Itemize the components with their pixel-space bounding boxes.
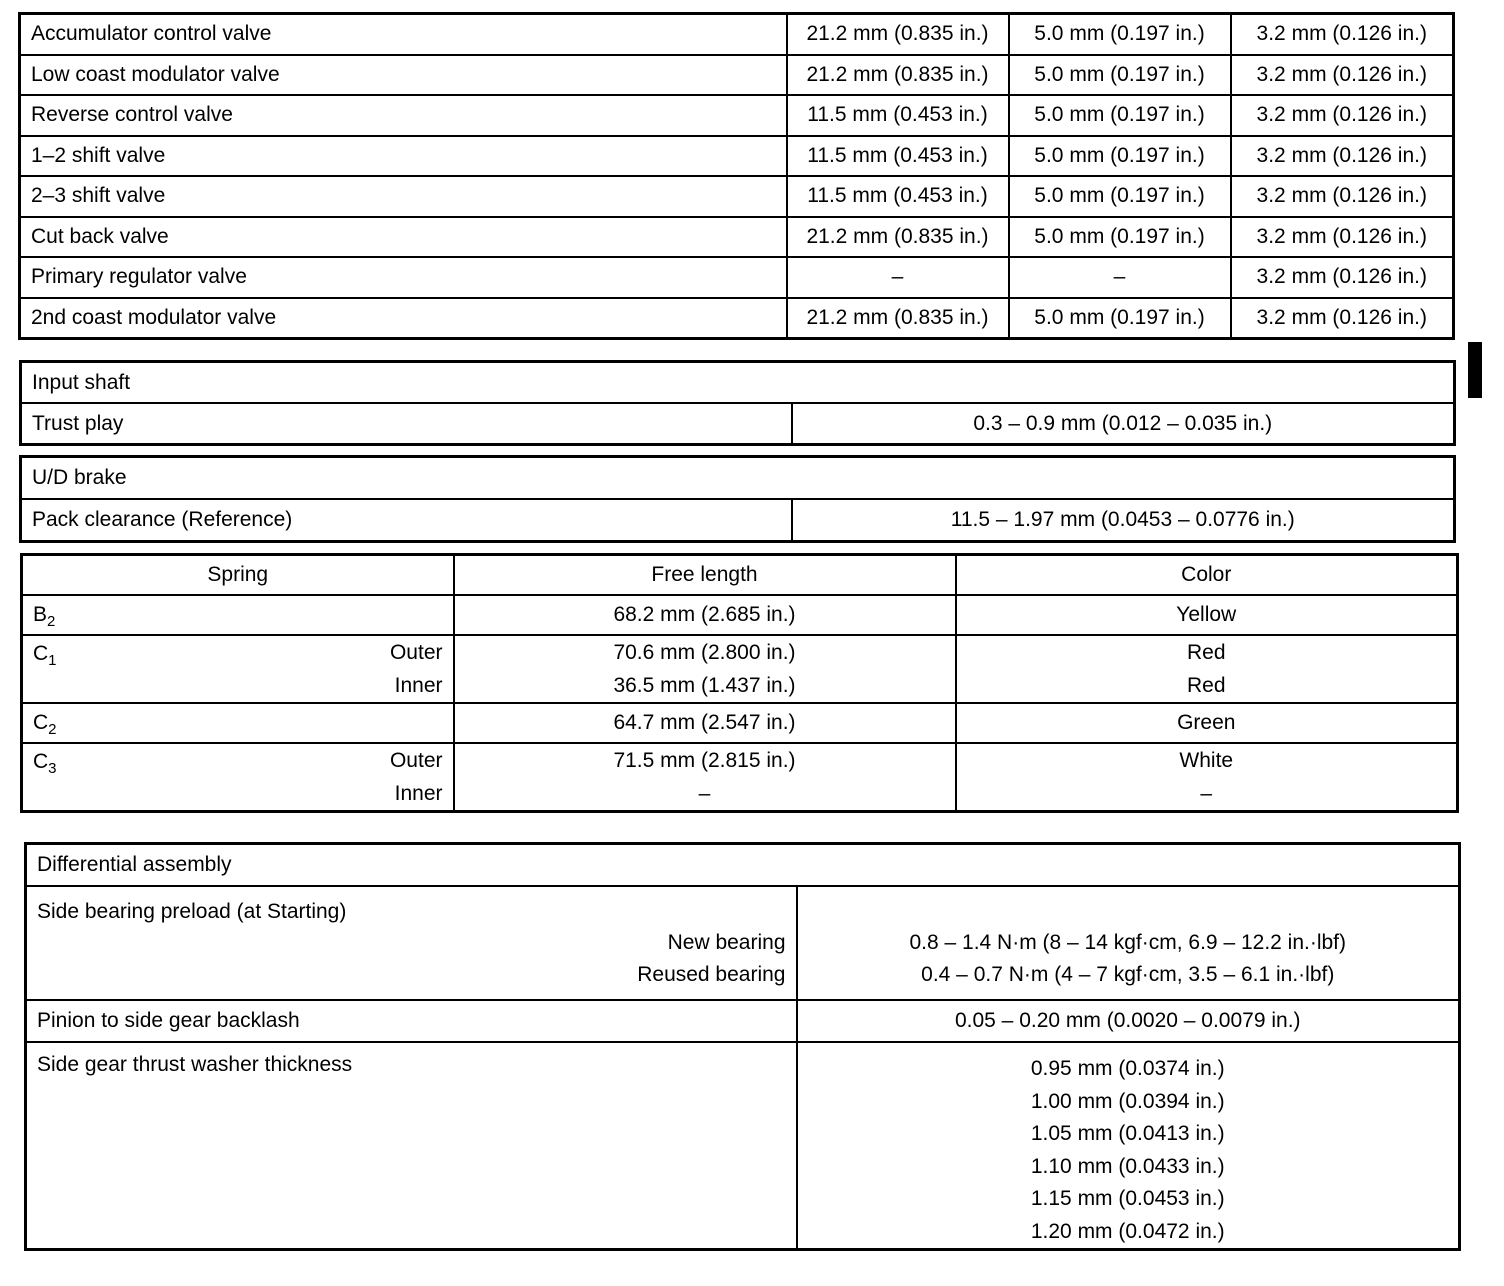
washer-value: 1.05 mm (0.0413 in.)	[1030, 1122, 1225, 1145]
spec-value: 11.5 – 1.97 mm (0.0453 – 0.0776 in.)	[792, 499, 1455, 542]
free-length	[454, 743, 956, 812]
valve-value: –	[787, 257, 1009, 298]
washer-value: 1.20 mm (0.0472 in.)	[1030, 1219, 1225, 1243]
spring-letter: C	[33, 711, 49, 734]
free-length	[454, 635, 956, 703]
spec-label: Trust play	[21, 403, 792, 445]
valve-value: 11.5 mm (0.453 in.)	[787, 95, 1009, 136]
valve-value: 3.2 mm (0.126 in.)	[1231, 176, 1454, 217]
valve-name: 2nd coast modulator valve	[20, 298, 787, 339]
table-row	[21, 362, 1455, 404]
spring-name	[22, 595, 454, 635]
differential-table	[24, 842, 1461, 1251]
table-row	[26, 886, 1460, 1000]
spec-value: 0.3 – 0.9 mm (0.012 – 0.035 in.)	[792, 403, 1455, 445]
table-row	[26, 1000, 1460, 1042]
spring-table	[20, 553, 1459, 813]
preload-label-cell	[26, 886, 797, 1000]
inner-label: Inner	[394, 674, 443, 697]
table-row	[26, 844, 1460, 887]
valve-value: 5.0 mm (0.197 in.)	[1009, 14, 1231, 55]
valve-value: 21.2 mm (0.835 in.)	[787, 217, 1009, 258]
spring-color	[956, 743, 1458, 812]
outer-length: 71.5 mm (2.815 in.)	[613, 749, 796, 772]
table-row	[20, 136, 1454, 177]
spec-label: Side gear thrust washer thickness	[26, 1042, 797, 1250]
free-length: 64.7 mm (2.547 in.)	[454, 703, 956, 743]
valve-value: 11.5 mm (0.453 in.)	[787, 136, 1009, 177]
spring-id	[33, 642, 57, 669]
valve-name: Accumulator control valve	[20, 14, 787, 55]
free-length: 68.2 mm (2.685 in.)	[454, 595, 956, 635]
table-row	[20, 95, 1454, 136]
spring-letter: C	[33, 642, 49, 665]
valve-name: 1–2 shift valve	[20, 136, 787, 177]
valve-value: 5.0 mm (0.197 in.)	[1009, 55, 1231, 96]
column-header: Spring	[22, 555, 454, 596]
valve-name: Low coast modulator valve	[20, 55, 787, 96]
valve-spec-table	[18, 12, 1455, 340]
outer-label: Outer	[389, 641, 443, 664]
spring-subscript: 2	[48, 721, 57, 738]
valve-name: Cut back valve	[20, 217, 787, 258]
spring-subscript: 2	[47, 613, 56, 630]
inner-color: Red	[1186, 674, 1226, 697]
spring-name	[22, 743, 454, 812]
table-row	[20, 14, 1454, 55]
valve-name: Primary regulator valve	[20, 257, 787, 298]
spring-letter: C	[33, 750, 49, 773]
table-row	[20, 298, 1454, 339]
valve-value: 11.5 mm (0.453 in.)	[787, 176, 1009, 217]
washer-value: 1.15 mm (0.0453 in.)	[1030, 1187, 1225, 1210]
outer-label: Outer	[389, 749, 443, 772]
washer-value: 1.00 mm (0.0394 in.)	[1030, 1089, 1225, 1113]
valve-value: 5.0 mm (0.197 in.)	[1009, 136, 1231, 177]
reused-bearing-value: 0.4 – 0.7 N·m (4 – 7 kgf·cm, 3.5 – 6.1 in.·lbf)	[921, 963, 1335, 986]
preload-label: Side bearing preload (at Starting)	[37, 900, 347, 923]
preload-value-cell	[797, 886, 1460, 1000]
spring-name	[22, 635, 454, 703]
table-row	[20, 176, 1454, 217]
valve-value: 3.2 mm (0.126 in.)	[1231, 95, 1454, 136]
spring-color: Green	[956, 703, 1458, 743]
valve-value: 5.0 mm (0.197 in.)	[1009, 176, 1231, 217]
table-row	[22, 635, 1458, 703]
spring-letter: B	[33, 603, 48, 626]
washer-value: 1.10 mm (0.0433 in.)	[1030, 1154, 1225, 1178]
table-row	[21, 499, 1455, 542]
valve-name: Reverse control valve	[20, 95, 787, 136]
valve-name: 2–3 shift valve	[20, 176, 787, 217]
reused-bearing-label: Reused bearing	[637, 963, 786, 986]
table-row	[20, 217, 1454, 258]
table-row	[22, 595, 1458, 635]
spec-label: Pinion to side gear backlash	[26, 1000, 797, 1042]
inner-label: Inner	[394, 782, 443, 805]
valve-value: 3.2 mm (0.126 in.)	[1231, 217, 1454, 258]
spacer	[808, 897, 1449, 927]
table-row	[22, 743, 1458, 812]
valve-value: 3.2 mm (0.126 in.)	[1231, 298, 1454, 339]
input-shaft-table	[19, 360, 1456, 446]
inner-length: –	[698, 782, 711, 805]
section-title: Differential assembly	[26, 844, 1460, 887]
inner-color: –	[1200, 782, 1213, 805]
table-row	[20, 257, 1454, 298]
valve-value: 21.2 mm (0.835 in.)	[787, 298, 1009, 339]
inner-length: 36.5 mm (1.437 in.)	[613, 674, 796, 697]
spec-value: 0.05 – 0.20 mm (0.0020 – 0.0079 in.)	[797, 1000, 1460, 1042]
valve-value: 3.2 mm (0.126 in.)	[1231, 136, 1454, 177]
valve-value: 21.2 mm (0.835 in.)	[787, 55, 1009, 96]
outer-length: 70.6 mm (2.800 in.)	[613, 641, 796, 664]
outer-color: White	[1179, 749, 1234, 772]
section-tab-marker	[1468, 342, 1482, 398]
table-row	[22, 703, 1458, 743]
valve-value: 5.0 mm (0.197 in.)	[1009, 95, 1231, 136]
table-row	[21, 457, 1455, 500]
valve-value: 3.2 mm (0.126 in.)	[1231, 14, 1454, 55]
spring-subscript: 1	[48, 652, 57, 669]
spring-id	[33, 750, 57, 777]
valve-value: 5.0 mm (0.197 in.)	[1009, 217, 1231, 258]
column-header: Color	[956, 555, 1458, 596]
new-bearing-value: 0.8 – 1.4 N·m (8 – 14 kgf·cm, 6.9 – 12.2 in.·lbf)	[909, 931, 1347, 954]
valve-value: 3.2 mm (0.126 in.)	[1231, 55, 1454, 96]
valve-value: 3.2 mm (0.126 in.)	[1231, 257, 1454, 298]
table-row	[26, 1042, 1460, 1250]
valve-value: 21.2 mm (0.835 in.)	[787, 14, 1009, 55]
column-header: Free length	[454, 555, 956, 596]
table-row	[21, 403, 1455, 445]
ud-brake-table	[19, 455, 1456, 543]
washer-value: 0.95 mm (0.0374 in.)	[1030, 1057, 1225, 1080]
table-row	[20, 55, 1454, 96]
outer-color: Red	[1186, 641, 1226, 664]
washer-values	[797, 1042, 1460, 1250]
spec-label: Pack clearance (Reference)	[21, 499, 792, 542]
section-title: Input shaft	[21, 362, 1455, 404]
table-header-row	[22, 555, 1458, 596]
valve-value: –	[1009, 257, 1231, 298]
section-title: U/D brake	[21, 457, 1455, 500]
spring-color	[956, 635, 1458, 703]
valve-value: 5.0 mm (0.197 in.)	[1009, 298, 1231, 339]
spring-name	[22, 703, 454, 743]
spring-color: Yellow	[956, 595, 1458, 635]
spring-subscript: 3	[48, 760, 57, 777]
new-bearing-label: New bearing	[667, 931, 786, 954]
